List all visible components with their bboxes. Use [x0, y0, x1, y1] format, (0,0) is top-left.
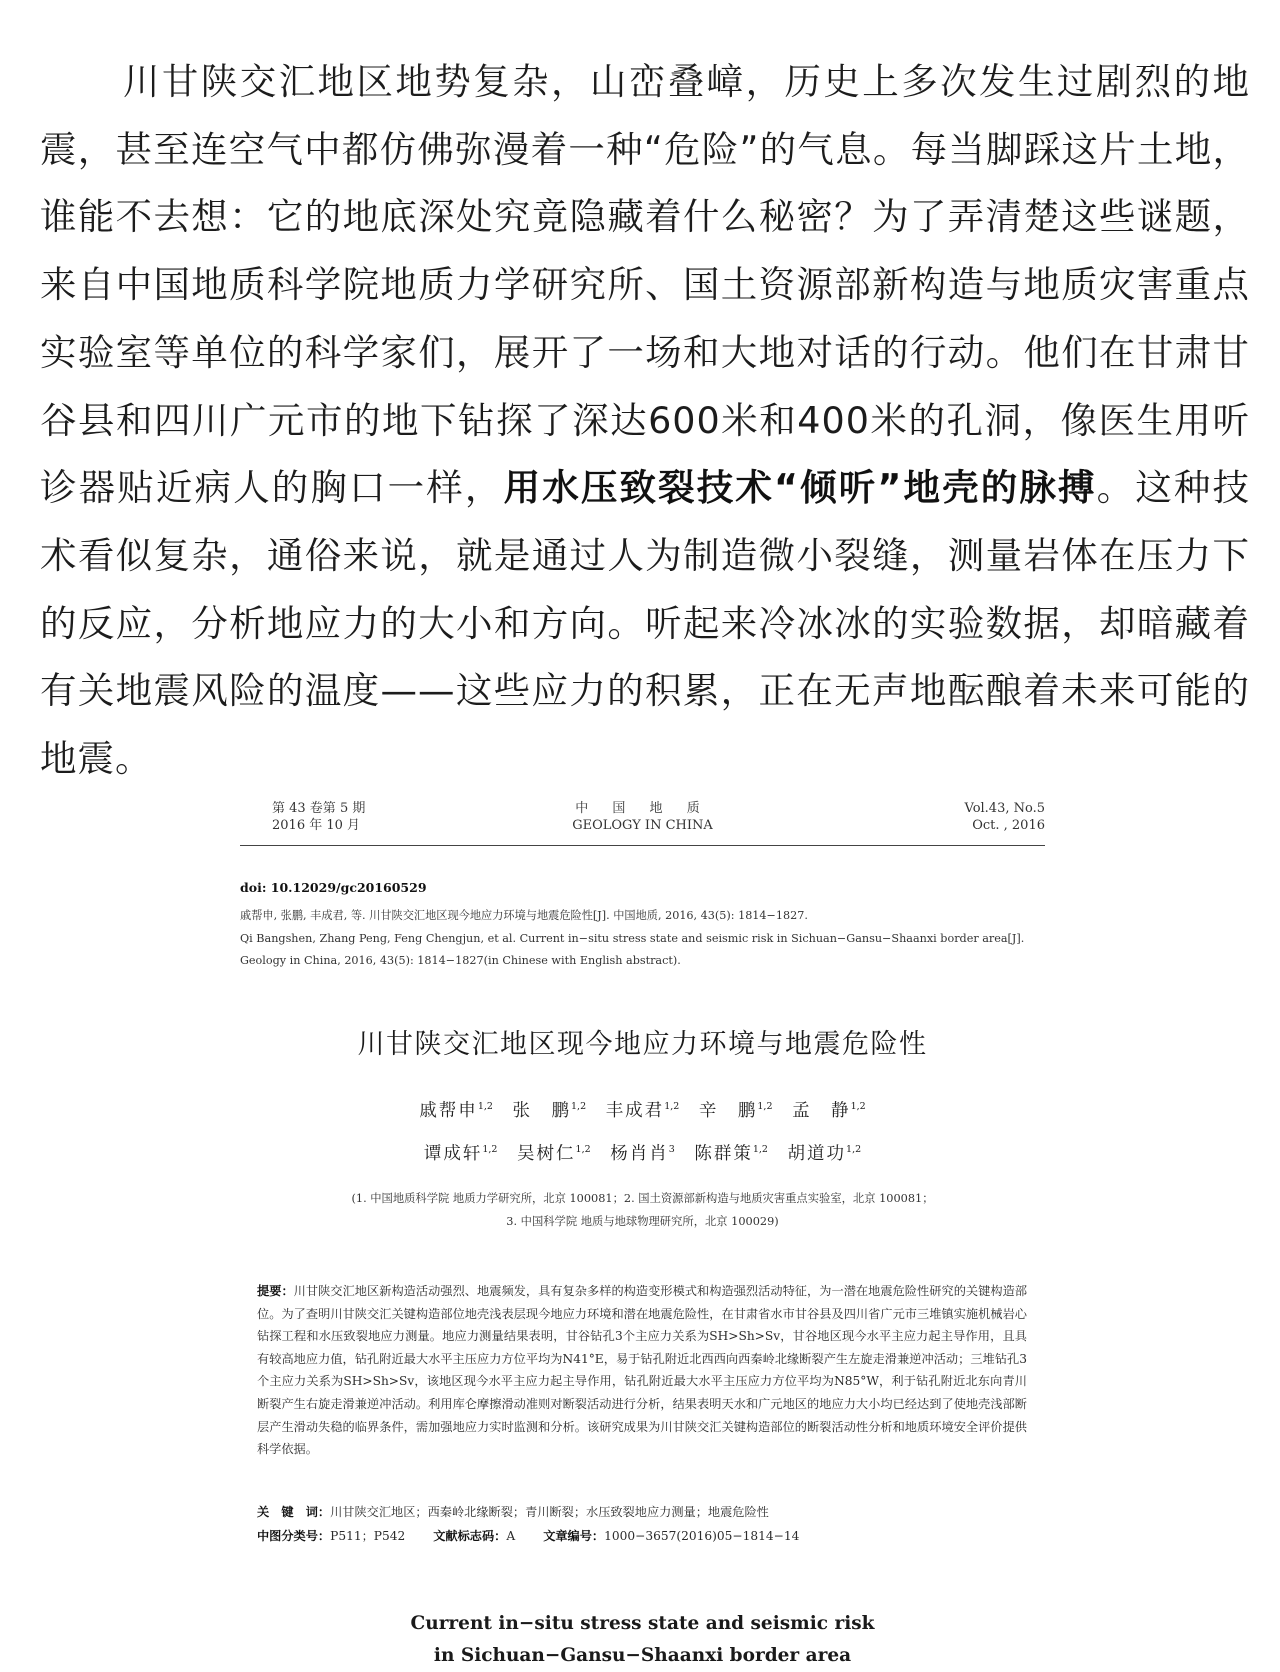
- paper-title-cn: 川甘陕交汇地区现今地应力环境与地震危险性: [357, 1029, 928, 1060]
- citation: [240, 905, 1045, 973]
- doc-code-value: A: [506, 1529, 516, 1543]
- classification-info: [257, 1527, 1027, 1544]
- doc-code-label: 文献标志码：: [433, 1529, 507, 1543]
- volume-en: Vol.43, No.5: [964, 801, 1045, 816]
- author-line-1: [240, 1097, 1045, 1122]
- journal-volume-info: [965, 800, 1046, 834]
- affiliation-line-1: (1. 中国地质科学院 地质力学研究所，北京 100081；2. 国土资源部新构造与地质灾害重点实验室，北京 100081；: [351, 1192, 934, 1205]
- journal-name: [240, 800, 1045, 834]
- author: 戚帮申$^{1,2}$: [419, 1101, 493, 1121]
- citation-en: Qi Bangshen, Zhang Peng, Feng Chengjun, et al. Current in−situ stress state and seismic risk in Sichuan−Gansu−Shaanxi border area[J]. Geology in China, 2016, 43(5): 1814−1827(in Chinese with English abstract).: [240, 931, 1025, 967]
- paper-excerpt: [240, 800, 1045, 1670]
- author: 吴树仁$^{1,2}$: [517, 1144, 591, 1164]
- author: 陈群策$^{1,2}$: [694, 1144, 768, 1164]
- article-no-label: 文章编号：: [543, 1529, 605, 1543]
- article-text-before-bold: 川甘陕交汇地区地势复杂，山峦叠嶂，历史上多次发生过剧烈的地震，甚至连空气中都仿佛弥漫着一种“危险”的气息。每当脚踩这片土地，谁能不去想：它的地底深处究竟隐藏着什么秘密？为了弄清楚这些谜题，来自中国地质科学院地质力学研究所、国土资源部新构造与地质灾害重点实验室等单位的科学家们，展开了一场和大地对话的行动。他们在甘肃甘谷县和四川广元市的地下钻探了深达600米和400米的孔洞，像医生用听诊器贴近病人的胸口一样，: [40, 60, 1250, 510]
- abstract-text: 川甘陕交汇地区新构造活动强烈、地震频发，具有复杂多样的构造变形模式和构造强烈活动特征，为一潜在地震危险性研究的关键构造部位。为了查明川甘陕交汇关键构造部位地壳浅表层现今地应力环境和潜在地震危险性，在甘肃省水市甘谷县及四川省广元市三堆镇实施机械岩心钻探工程和水压致裂地应力测量。地应力测量结果表明，甘谷钻孔3个主应力关系为SH>Sh>Sv，甘谷地区现今水平主应力起主导作用，且具有较高地应力值，钻孔附近最大水平主压应力方位平均为N41°E，易于钻孔附近北西西向西秦岭北缘断裂产生左旋走滑兼逆冲活动；三堆钻孔3个主应力关系为SH>Sh>Sv，该地区现今水平主应力起主导作用，钻孔附近最大水平主压应力方位平均为N85°W，利于钻孔附近北东向青川断裂产生右旋走滑兼逆冲活动。利用库仑摩擦滑动准则对断裂活动进行分析，结果表明天水和广元地区的地应力大小均已经达到了使地壳浅部断层产生滑动失稳的临界条件，需加强地应力实时监测和分析。该研究成果为川甘陕交汇关键构造部位的断裂活动性分析和地质环境安全评价提供科学依据。: [257, 1284, 1028, 1457]
- author: 胡道功$^{1,2}$: [787, 1144, 862, 1164]
- author: 孟 静$^{1,2}$: [792, 1101, 866, 1121]
- author: 张 鹏$^{1,2}$: [512, 1101, 587, 1121]
- article-paragraph: [40, 48, 1250, 793]
- keywords: [257, 1503, 1027, 1520]
- date-en: Oct. , 2016: [972, 818, 1045, 833]
- article-bold-highlight: 用水压致裂技术“倾听”地壳的脉搏: [503, 466, 1097, 510]
- volume-cn: 第 43 卷第 5 期: [272, 801, 366, 816]
- journal-name-en: GEOLOGY IN CHINA: [572, 818, 713, 833]
- doi: doi: 10.12029/gc20160529: [240, 880, 427, 895]
- header-divider: [240, 845, 1045, 846]
- author: 谭成轩$^{1,2}$: [423, 1144, 498, 1164]
- citation-cn: 戚帮申, 张鹏, 丰成君, 等. 川甘陕交汇地区现今地应力环境与地震危险性[J]. 中国地质, 2016, 43(5): 1814−1827.: [240, 909, 808, 922]
- date-cn: 2016 年 10 月: [272, 818, 361, 833]
- affiliation-line-2: 3. 中国科学院 地质与地球物理研究所，北京 100029): [506, 1215, 779, 1228]
- keywords-label: 关 键 词：: [257, 1505, 331, 1519]
- author: 杨肖肖$^3$: [610, 1144, 675, 1164]
- clc-value: P511；P542: [330, 1529, 406, 1543]
- affiliations: [240, 1187, 1045, 1233]
- paper-title-en: [240, 1608, 1045, 1672]
- clc-label: 中图分类号：: [257, 1529, 331, 1543]
- author: 丰成君$^{1,2}$: [605, 1101, 680, 1121]
- title-en-line-2: in Sichuan−Gansu−Shaanxi border area: [433, 1645, 852, 1666]
- keywords-text: 川甘陕交汇地区；西秦岭北缘断裂；青川断裂；水压致裂地应力测量；地震危险性: [330, 1505, 769, 1519]
- title-en-line-1: Current in−situ stress state and seismic risk: [410, 1613, 875, 1634]
- abstract-label: 提要：: [257, 1284, 294, 1298]
- abstract: [257, 1280, 1027, 1461]
- author: 辛 鹏$^{1,2}$: [698, 1101, 773, 1121]
- article-no-value: 1000−3657(2016)05−1814−14: [604, 1529, 800, 1543]
- article-text-after-bold: 。这种技术看似复杂，通俗来说，就是通过人为制造微小裂缝，测量岩体在压力下的反应，分析地应力的大小和方向。听起来冷冰冰的实验数据，却暗藏着有关地震风险的温度——这些应力的积累，正在无声地酝酿着未来可能的地震。: [40, 466, 1251, 781]
- journal-name-cn: 中 国 地 质: [575, 801, 710, 816]
- author-line-2: [240, 1140, 1045, 1165]
